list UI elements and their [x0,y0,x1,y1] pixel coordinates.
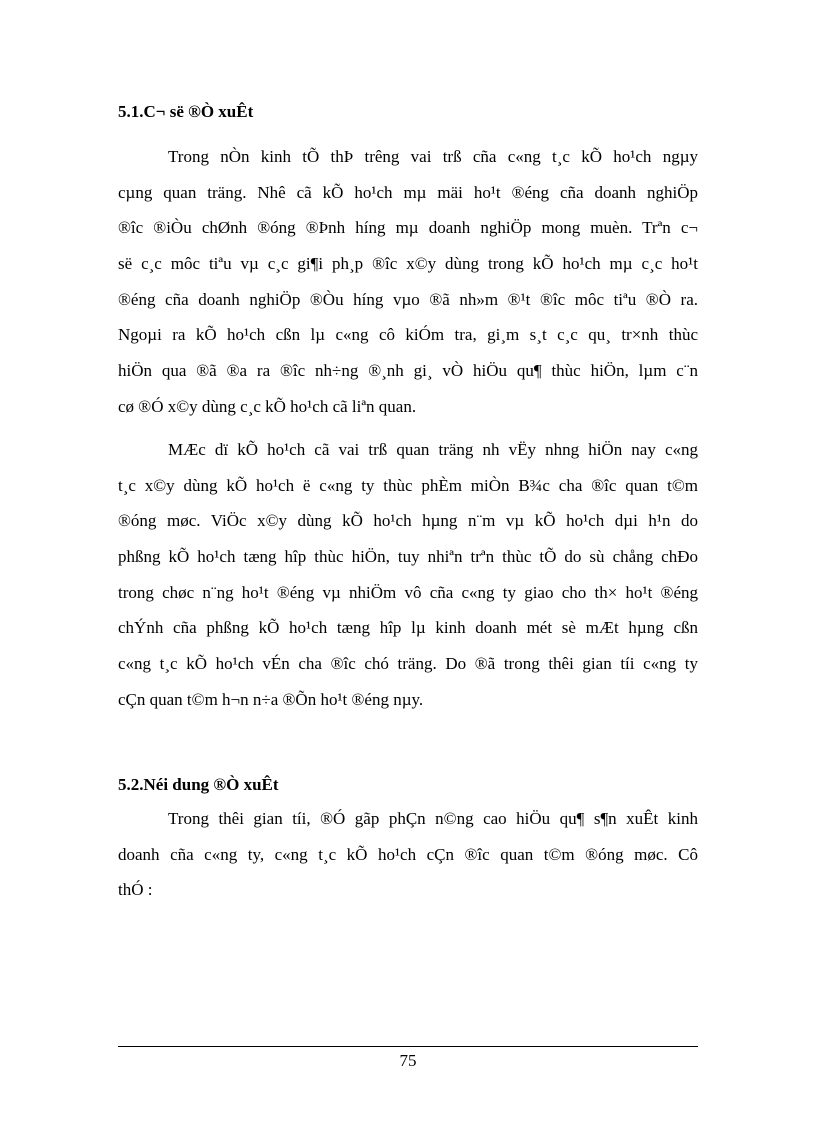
paragraph-line: MÆc dï kÕ ho¹ch cã vai trß quan träng nh vËy nhng hiÖn nay c«ng [168,440,698,459]
paragraph-line: ®îc ®iÒu chØnh ®óng ®Þnh híng mµ doanh nghiÖp mong muèn. Trªn c¬ [118,218,698,238]
paragraph-line: ®óng møc. ViÖc x©y dùng kÕ ho¹ch hµng n¨m vµ kÕ ho¹ch dµi h¹n do [118,511,698,531]
footer-divider [118,1046,698,1047]
paragraph-line: cµng quan träng. Nhê cã kÕ ho¹ch mµ mäi ho¹t ®éng cña doanh nghiÖp [118,182,698,202]
paragraph-line: Trong thêi gian tíi, ®Ó gãp phÇn n©ng cao hiÖu qu¶ s¶n xuÊt kinh [168,809,698,828]
paragraph [118,801,698,908]
paragraph-line: trong chøc n¨ng ho¹t ®éng vµ nhiÖm vô cña c«ng ty giao cho th× ho¹t ®éng [118,582,698,602]
page-number: 75 [399,1051,417,1070]
paragraph-line: cÇn quan t©m h¬n n÷a ®Õn ho¹t ®éng nµy. [118,689,424,709]
paragraph [118,139,698,425]
paragraph-line: chÝnh cña phßng kÕ ho¹ch tæng hîp lµ kinh doanh mét sè mÆt hµng cßn [118,618,698,638]
paragraph-line: hiÖn qua ®ã ®a ra ®îc nh÷ng ®¸nh gi¸ vÒ hiÖu qu¶ thùc hiÖn, lµm c¨n [118,361,698,381]
section-heading: 5.1.C¬ së ®Ò xuÊt [118,102,254,121]
paragraph-line: phßng kÕ ho¹ch tæng hîp thùc hiÖn, tuy nhiªn trªn thùc tÕ do sù chång chÐo [118,547,698,567]
paragraph-line: doanh cña c«ng ty, c«ng t¸c kÕ ho¹ch cÇn ®îc quan t©m ®óng møc. Cô [118,844,698,864]
paragraph-line: thÓ : [118,880,153,900]
paragraph-line: Ngoµi ra kÕ ho¹ch cßn lµ c«ng cô kiÓm tra, gi¸m s¸t c¸c qu¸ tr×nh thùc [118,325,698,345]
paragraph-line: ®éng cña doanh nghiÖp ®Òu híng vµo ®ã nh»m ®¹t ®îc môc tiªu ®Ò ra. [118,289,698,309]
paragraph-line: Trong nÒn kinh tÕ thÞ trêng vai trß cña c«ng t¸c kÕ ho¹ch ngµy [168,147,698,166]
paragraph-line: së c¸c môc tiªu vµ c¸c gi¶i ph¸p ®îc x©y dùng trong kÕ ho¹ch mµ c¸c ho¹t [118,254,698,274]
paragraph-line: cø ®Ó x©y dùng c¸c kÕ ho¹ch cã liªn quan. [118,396,417,416]
paragraph-line: c«ng t¸c kÕ ho¹ch vÉn cha ®îc chó träng. Do ®ã trong thêi gian tíi c«ng ty [118,654,698,674]
paragraph [118,432,698,718]
section-heading: 5.2.Néi dung ®Ò xuÊt [118,775,279,794]
paragraph-line: t¸c x©y dùng kÕ ho¹ch ë c«ng ty thùc phÈm miÒn B¾c cha ®îc quan t©m [118,475,698,495]
